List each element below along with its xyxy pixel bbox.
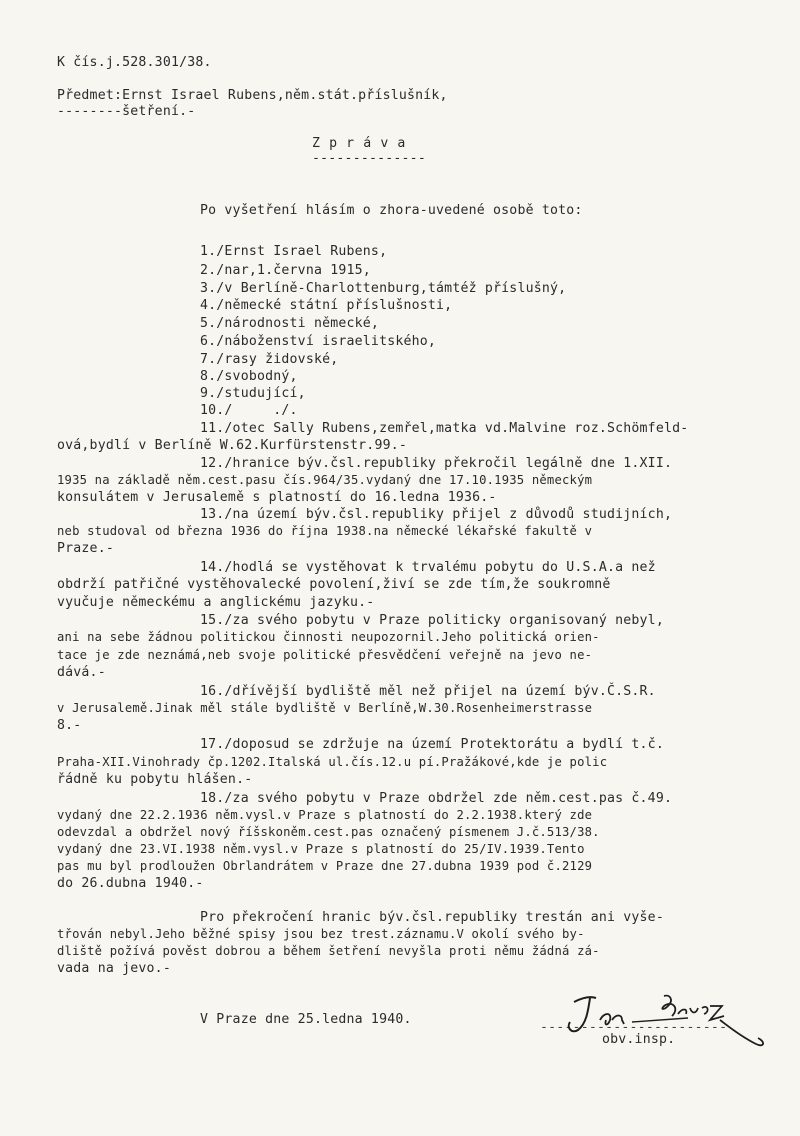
body-line: 15./za svého pobytu v Praze politicky organisovaný nebyl,: [200, 613, 664, 628]
body-line: vyučuje německému a anglickému jazyku.-: [57, 595, 375, 610]
subject-line: Předmet:Ernst Israel Rubens,něm.stát.příslušník,: [57, 88, 448, 103]
body-line: řádně ku pobytu hlášen.-: [57, 772, 253, 787]
document-title: Z p r á v a: [312, 136, 406, 151]
body-line: pas mu byl prodloužen Obrlandrátem v Praze dne 27.dubna 1939 pod č.2129: [57, 859, 593, 873]
item-line: 1./Ernst Israel Rubens,: [200, 244, 388, 259]
signer-title: obv.insp.: [602, 1032, 676, 1047]
body-line: obdrží patřičné vystěhovalecké povolení,živí se zde tím,že soukromně: [57, 577, 611, 592]
closing-line: Pro překročení hranic býv.čsl.republiky trestán ani vyše-: [200, 910, 664, 925]
body-line: 16./dřívější bydliště měl než přijel na území býv.Č.S.R.: [200, 684, 656, 699]
item-line: 8./svobodný,: [200, 369, 298, 384]
body-line: 17./doposud se zdržuje na území Protektorátu a bydlí t.č.: [200, 737, 664, 752]
item-line: 5./národnosti německé,: [200, 316, 380, 331]
item-line: 2./nar,1.června 1915,: [200, 263, 371, 278]
item-line: 4./německé státní příslušnosti,: [200, 298, 453, 313]
body-line: vydaný dne 22.2.1936 něm.vysl.v Praze s platností do 2.2.1938.který zde: [57, 808, 593, 822]
item-line: 6./náboženství israelitského,: [200, 334, 437, 349]
body-line: odevzdal a obdržel nový říšskoněm.cest.pas označený písmenem J.č.513/38.: [57, 825, 600, 839]
body-line: 14./hodlá se vystěhovat k trvalému pobytu do U.S.A.a než: [200, 560, 656, 575]
item-line: 10./ ./.: [200, 403, 298, 418]
body-line: ani na sebe žádnou politickou činnosti neupozornil.Jeho politická orien-: [57, 630, 600, 644]
closing-line: dliště požívá pověst dobrou a během šetření nevyšla proti němu žádná zá-: [57, 944, 600, 958]
item-line: 3./v Berlíně-Charlottenburg,támtéž příslušný,: [200, 281, 567, 296]
body-line: 1935 na základě něm.cest.pasu čís.964/35.vydaný dne 17.10.1935 německým: [57, 473, 593, 487]
body-line: 12./hranice býv.čsl.republiky překročil legálně dne 1.XII.: [200, 456, 673, 471]
intro-line: Po vyšetření hlásím o zhora-uvedené osobě toto:: [200, 203, 583, 218]
body-line: do 26.dubna 1940.-: [57, 876, 204, 891]
body-line: Praha-XII.Vinohrady čp.1202.Italská ul.čís.12.u pí.Pražákové,kde je polic: [57, 755, 608, 769]
body-line: tace je zde neznámá,neb svoje politické přesvědčení veřejně na jevo ne-: [57, 648, 593, 662]
item-line: 9./studující,: [200, 386, 306, 401]
closing-line: třován nebyl.Jeho běžné spisy jsou bez trest.záznamu.V okolí svého by-: [57, 927, 585, 941]
body-line: dává.-: [57, 665, 106, 680]
body-line: v Jerusalemě.Jinak měl stále bydliště v Berlíně,W.30.Rosenheimerstrasse: [57, 701, 593, 715]
title-underline: --------------: [312, 151, 426, 166]
body-line: 8.-: [57, 718, 82, 733]
body-line: 13./na území býv.čsl.republiky přijel z důvodů studijních,: [200, 507, 673, 522]
body-line: 18./za svého pobytu v Praze obdržel zde něm.cest.pas č.49.: [200, 791, 673, 806]
place-date: V Praze dne 25.ledna 1940.: [200, 1012, 412, 1027]
item-line: 7./rasy židovské,: [200, 352, 339, 367]
closing-line: vada na jevo.-: [57, 961, 171, 976]
body-line: vydaný dne 23.VI.1938 něm.vysl.v Praze s platností do 25/IV.1939.Tento: [57, 842, 585, 856]
subject-line-2: --------šetření.-: [57, 104, 196, 119]
body-line: Praze.-: [57, 541, 114, 556]
body-line: konsulátem v Jerusalemě s platností do 16.ledna 1936.-: [57, 490, 497, 505]
body-line: neb studoval od března 1936 do října 1938.na německé lékařské fakultě v: [57, 524, 593, 538]
body-line: 11./otec Sally Rubens,zemřel,matka vd.Malvine roz.Schömfeld-: [200, 421, 689, 436]
signature-dashes: -----------------------: [540, 1020, 728, 1035]
body-line: ová,bydlí v Berlíně W.62.Kurfürstenstr.99.-: [57, 438, 408, 453]
reference-number: K čís.j.528.301/38.: [57, 55, 212, 70]
